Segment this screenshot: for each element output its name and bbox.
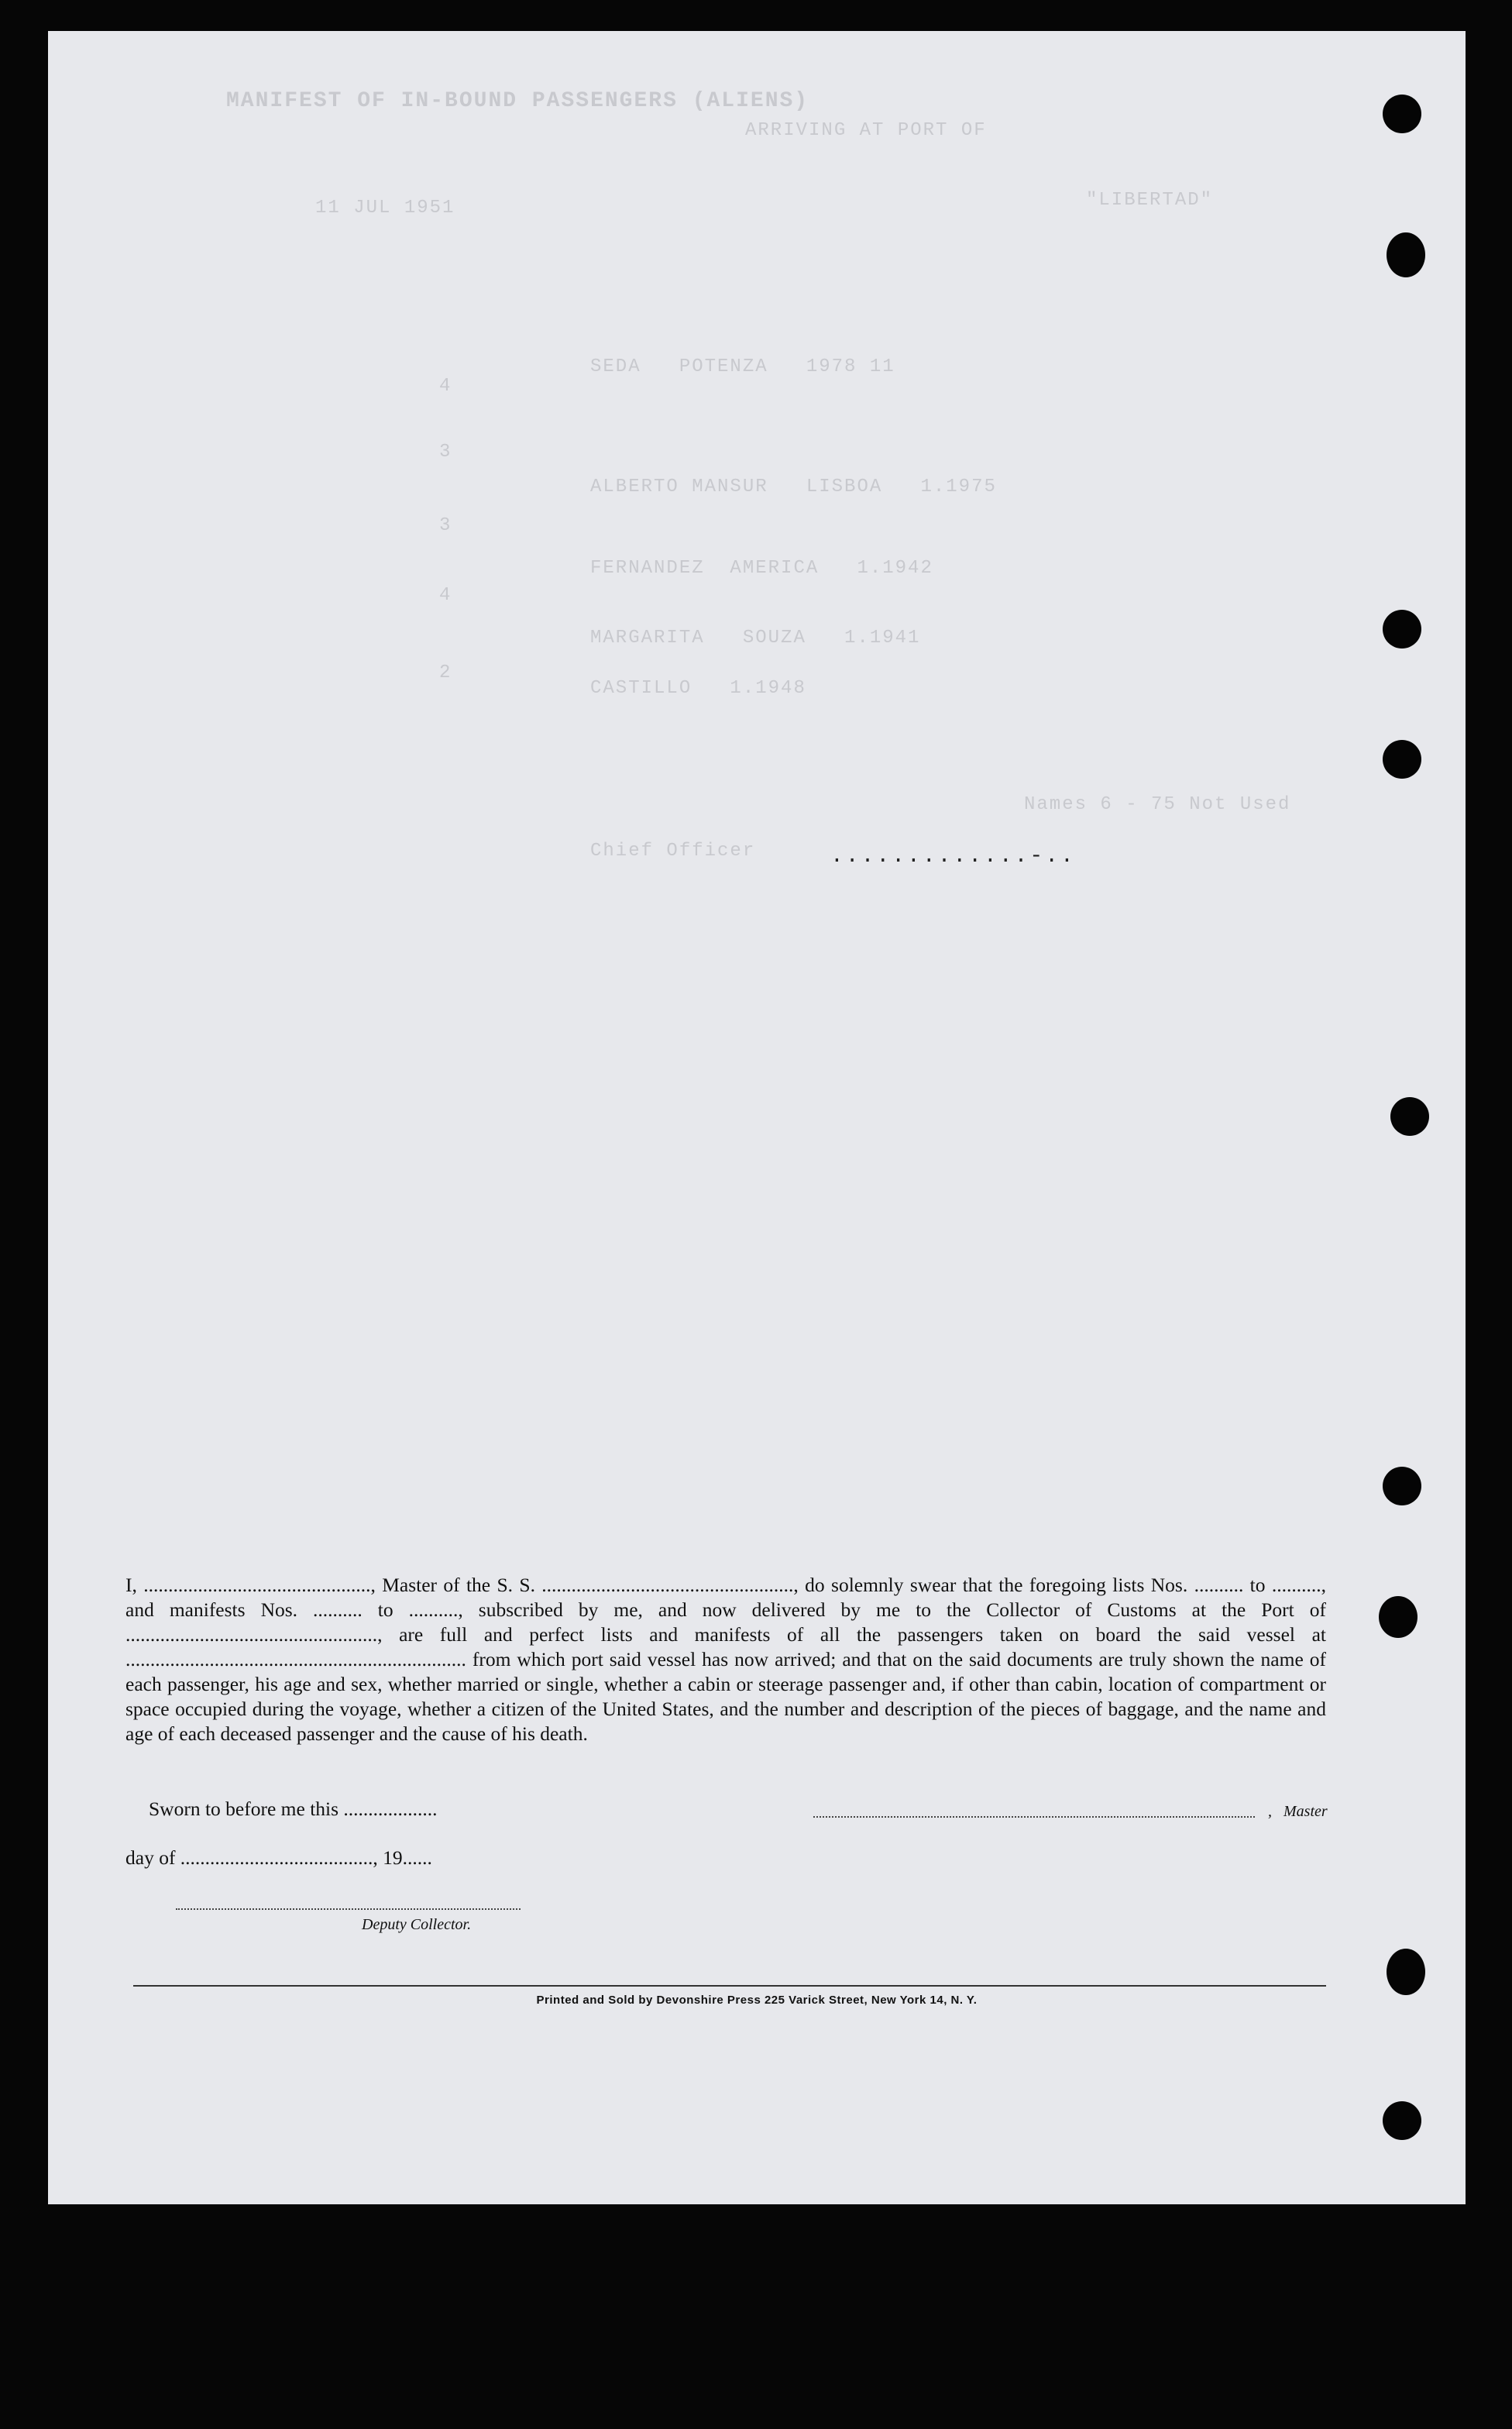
dotted-mark: .............-.. <box>830 845 1076 869</box>
ghost-header-date: 11 JUL 1951 <box>315 198 455 218</box>
deputy-signature-line <box>176 1908 521 1910</box>
punch-hole <box>1379 1596 1418 1638</box>
day-of-label: day of ......................................., 19...... <box>125 1846 432 1869</box>
ghost-row-text: MARGARITA SOUZA 1.1941 <box>590 628 921 649</box>
master-oath-paragraph: I, .............................................., Master of the S. S. ..................................................., do solemnly swear that the foregoing lists Nos. .......... to .........., and manifests Nos. .......... to .........., subscribed by me, and now delivered by me to the Collector of Customs at the Port of ..................................................., are full and perfect lists and manifests of all the passengers taken on board the said vessel at ..................................................................... from which port said vessel has now arrived; and that on the said documents are truly shown the name of each passenger, his age and sex, whether married or single, whether a cabin or steerage passenger and, if other than cabin, location of compartment or space occupied during the voyage, whether a citizen of the United States, and the number and description of the pieces of baggage, and the name and age of each deceased passenger and the cause of his death. <box>125 1574 1326 1745</box>
punch-hole <box>1383 740 1421 779</box>
ghost-row-num: 3 <box>439 515 452 536</box>
ghost-row-num: 2 <box>439 662 452 683</box>
ghost-header-vessel: "LIBERTAD" <box>1086 190 1214 211</box>
ghost-row-text: FERNANDEZ AMERICA 1.1942 <box>590 558 933 579</box>
master-signature-line <box>813 1816 1255 1818</box>
ghost-row-num: 3 <box>439 442 452 463</box>
deputy-collector-label: Deputy Collector. <box>362 1916 472 1933</box>
master-label: Master <box>1283 1803 1328 1820</box>
punch-hole <box>1387 232 1425 277</box>
ghost-row-text: SEDA POTENZA 1978 11 <box>590 356 895 377</box>
ghost-row-text: CASTILLO 1.1948 <box>590 678 806 699</box>
punch-hole <box>1387 1949 1425 1995</box>
ghost-header-title: MANIFEST OF IN-BOUND PASSENGERS (ALIENS) <box>226 89 809 113</box>
ghost-row-num: 4 <box>439 376 452 397</box>
ghost-row-text: ALBERTO MANSUR LISBOA 1.1975 <box>590 477 997 497</box>
printer-imprint: Printed and Sold by Devonshire Press 225 Varick Street, New York 14, N. Y. <box>536 1994 978 2007</box>
manifest-page <box>48 31 1466 2204</box>
ghost-officer: Chief Officer <box>590 841 756 862</box>
ghost-header-port: ARRIVING AT PORT OF <box>745 120 987 141</box>
footer-rule <box>133 1985 1326 1987</box>
punch-hole <box>1383 95 1421 133</box>
sworn-label: Sworn to before me this ................... <box>149 1798 438 1820</box>
punch-hole <box>1390 1097 1429 1136</box>
ghost-row-num: 4 <box>439 585 452 606</box>
punch-hole <box>1383 2101 1421 2140</box>
punch-hole <box>1383 610 1421 649</box>
ghost-not-used: Names 6 - 75 Not Used <box>1024 794 1291 815</box>
punch-hole <box>1383 1467 1421 1505</box>
master-label-prefix: , <box>1268 1803 1276 1820</box>
